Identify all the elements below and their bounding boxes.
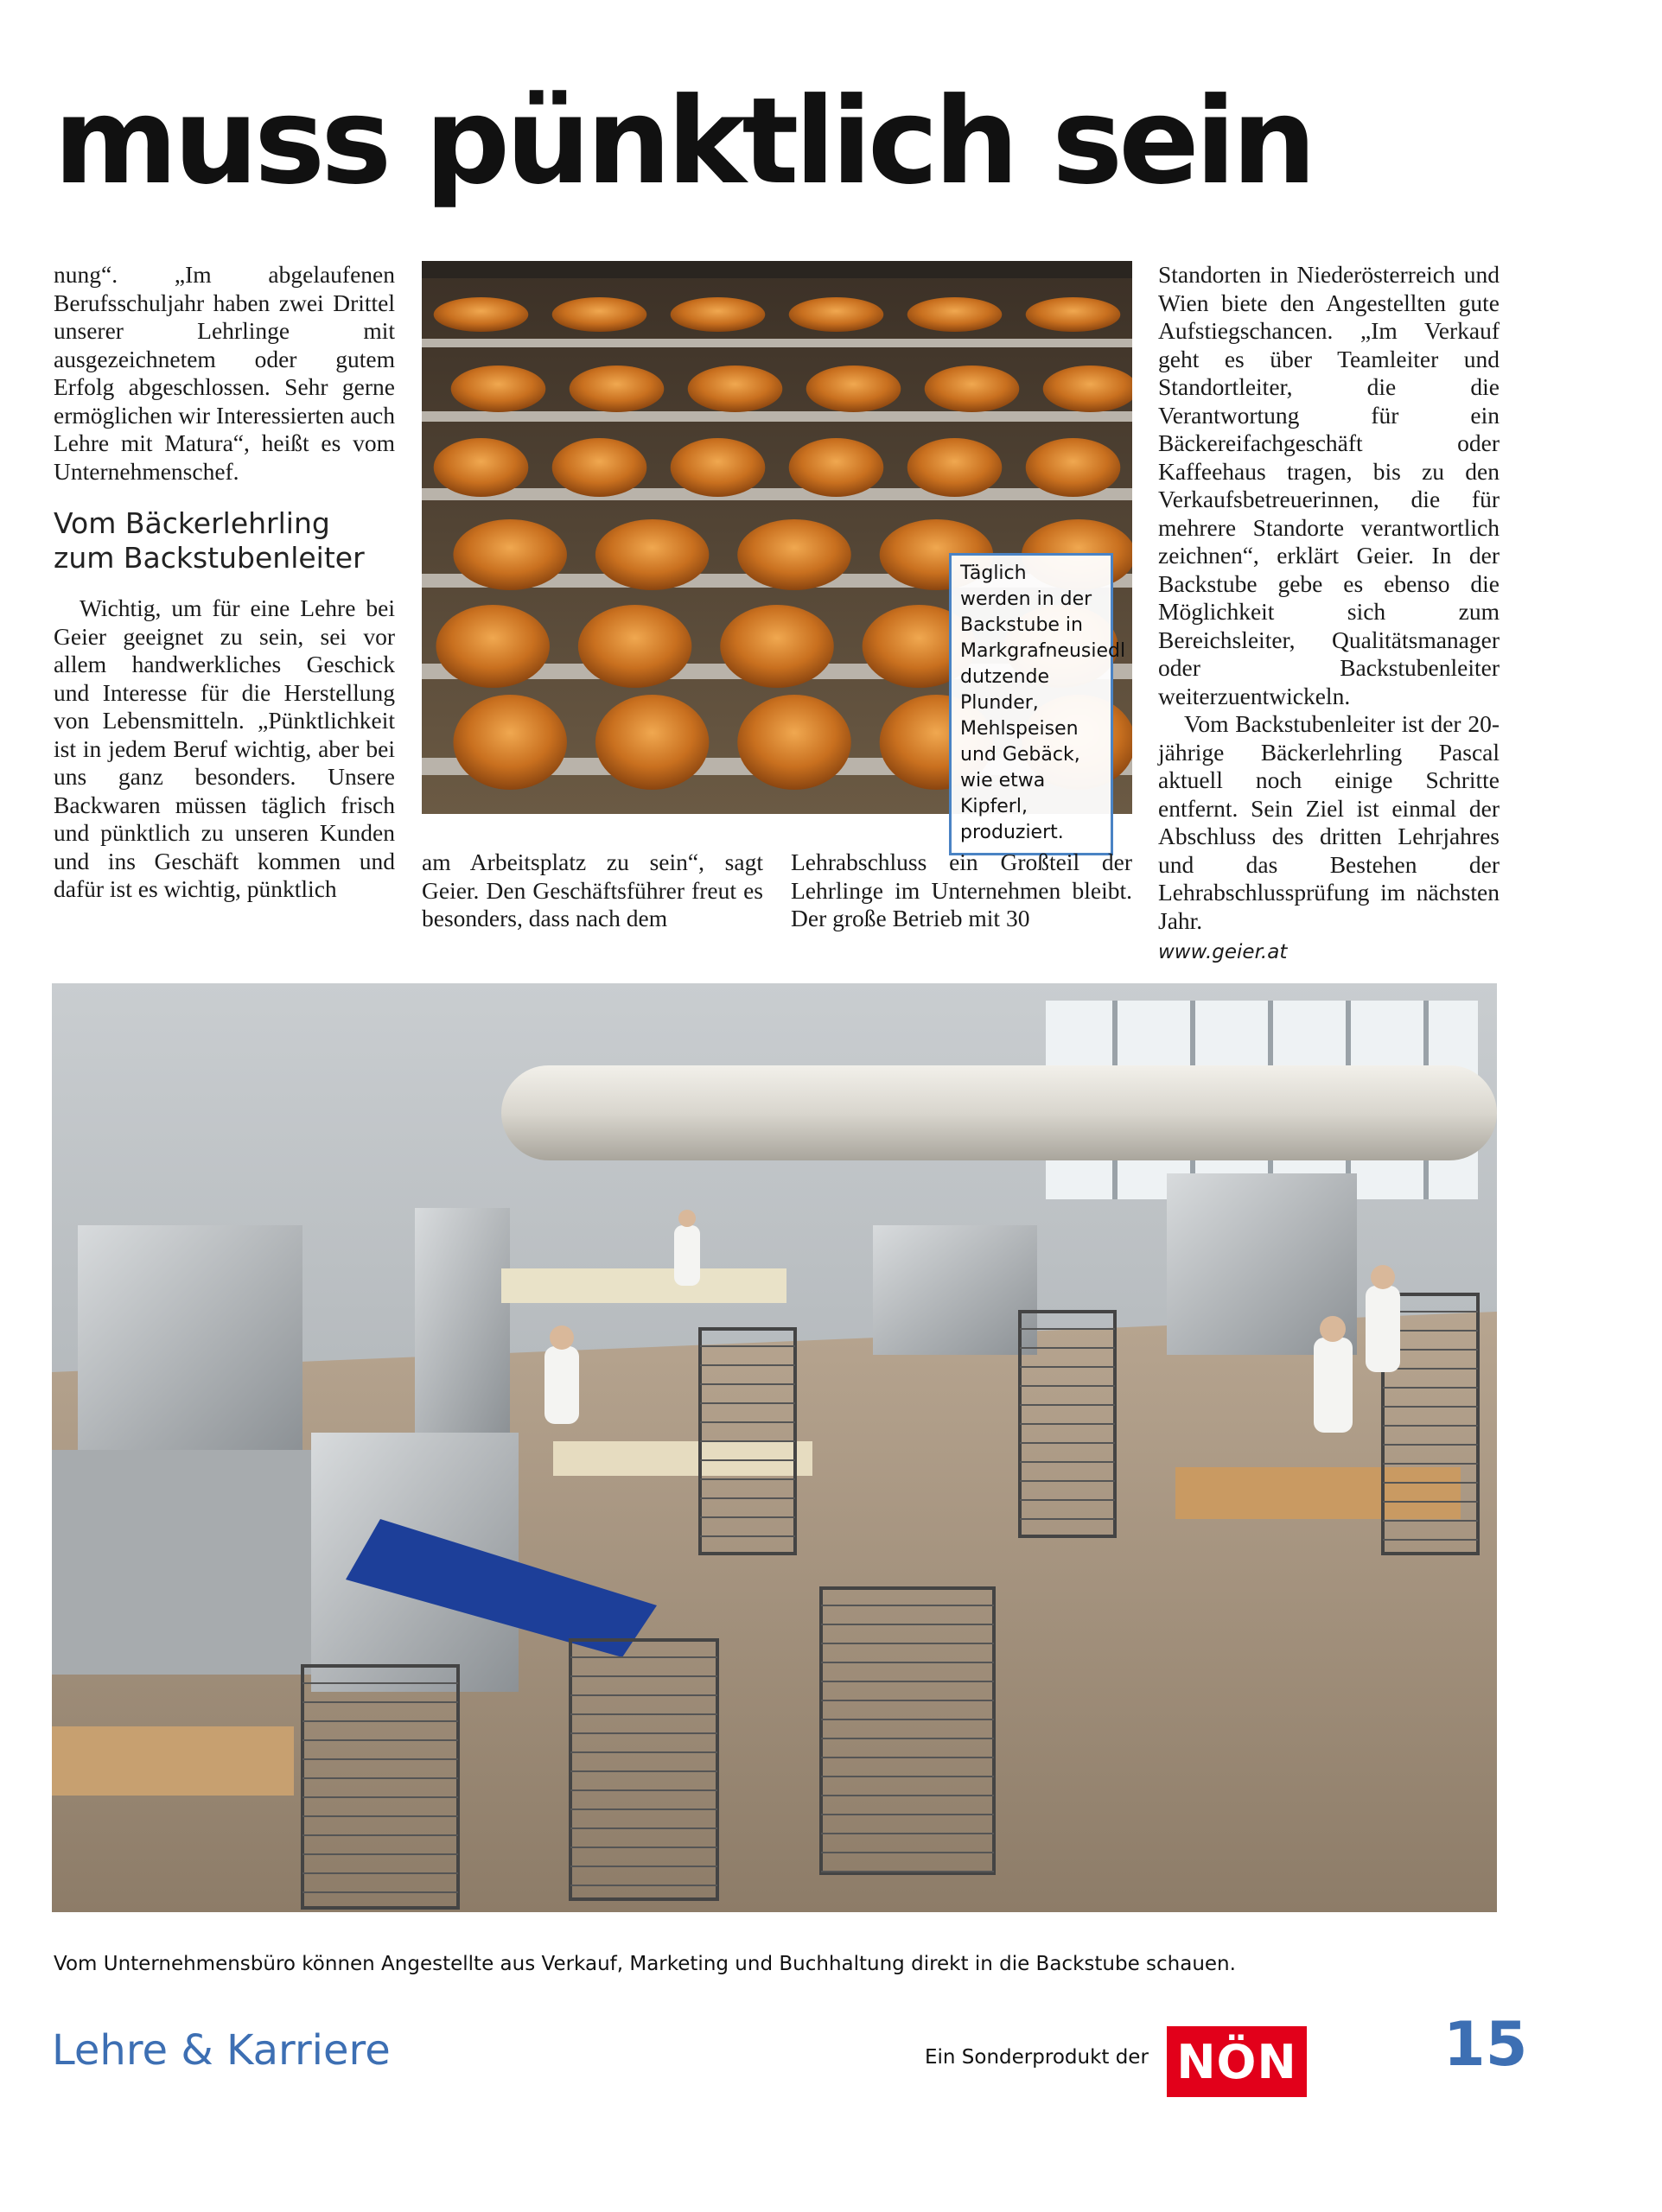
paragraph: am Arbeitsplatz zu sein“, sagt Geier. Den Geschäftsführer freut es besonders, dass nach dem (422, 849, 763, 931)
website-link[interactable]: www.geier.at (1158, 941, 1288, 963)
page-number: 15 (1443, 2009, 1528, 2080)
section-label: Lehre & Karriere (52, 2026, 391, 2075)
article-column-4 (1158, 261, 1500, 967)
sponsor-text: Ein Sonderprodukt der (925, 2046, 1149, 2069)
headline: muss pünktlich sein (54, 72, 1313, 211)
article-column-2 (422, 849, 763, 933)
noen-logo: NÖN (1167, 2026, 1307, 2097)
bakery-hall-photo (52, 983, 1497, 1912)
paragraph: Standorten in Niederösterreich und Wien biete den Angestellten gute Aufstiegschancen. „Im Verkauf geht es über Teamleiter und Standortleiter, die die Verantwortung für ein Bäckereifachgeschäft oder Kaffeehaus tragen, bis zu den Verkaufsbetreuerinnen, die für mehrere Standorte verantwortlich zeichnen“, erklärt Geier. In der Backstube gebe es ebenso die Möglichkeit sich zum Bereichsleiter, Qualitätsmanager oder Backstubenleiter weiterzuentwickeln. (1158, 261, 1500, 709)
subheading: Vom Bäckerlehrling zum Backstubenleiter (54, 506, 365, 575)
article-column-3 (791, 849, 1132, 933)
article-column-1 (54, 261, 395, 904)
paragraph: Wichtig, um für eine Lehre bei Geier geeignet zu sein, sei vor allem handwerkliches Geschick und Interesse für die Herstellung von Lebensmitteln. „Pünktlichkeit ist in jedem Beruf wichtig, aber bei uns ganz besonders. Unsere Backwaren müssen täglich frisch und pünktlich zu unseren Kunden und ins Geschäft kommen und dafür ist es wichtig, pünktlich (54, 594, 395, 902)
paragraph: nung“. „Im abgelaufenen Berufsschuljahr haben zwei Drittel unserer Lehrlinge mit ausgezeichnetem oder gutem Erfolg abgeschlossen. Sehr gerne ermöglichen wir Interessierten auch Lehre mit Matura“, heißt es vom Unternehmenschef. (54, 261, 395, 485)
photo-caption: Vom Unternehmensbüro können Angestellte aus Verkauf, Marketing und Buchhaltung direkt in die Backstube schauen. (54, 1953, 1236, 1975)
paragraph: Vom Backstubenleiter ist der 20-jährige Bäckerlehrling Pascal aktuell noch einige Schritte entfernt. Sein Ziel ist einmal der Abschluss des dritten Lehrjahres und das Bestehen der Lehrabschlussprüfung im nächsten Jahr. (1158, 710, 1500, 934)
paragraph: Lehrabschluss ein Großteil der Lehrlinge im Unternehmen bleibt. Der große Betrieb mit 30 (791, 849, 1132, 931)
photo-caption-inline: Täglich werden in der Backstube in Markgrafneusiedl dutzende Plunder, Mehlspeisen und Gebäck, wie etwa Kipferl, produziert. (949, 553, 1113, 855)
